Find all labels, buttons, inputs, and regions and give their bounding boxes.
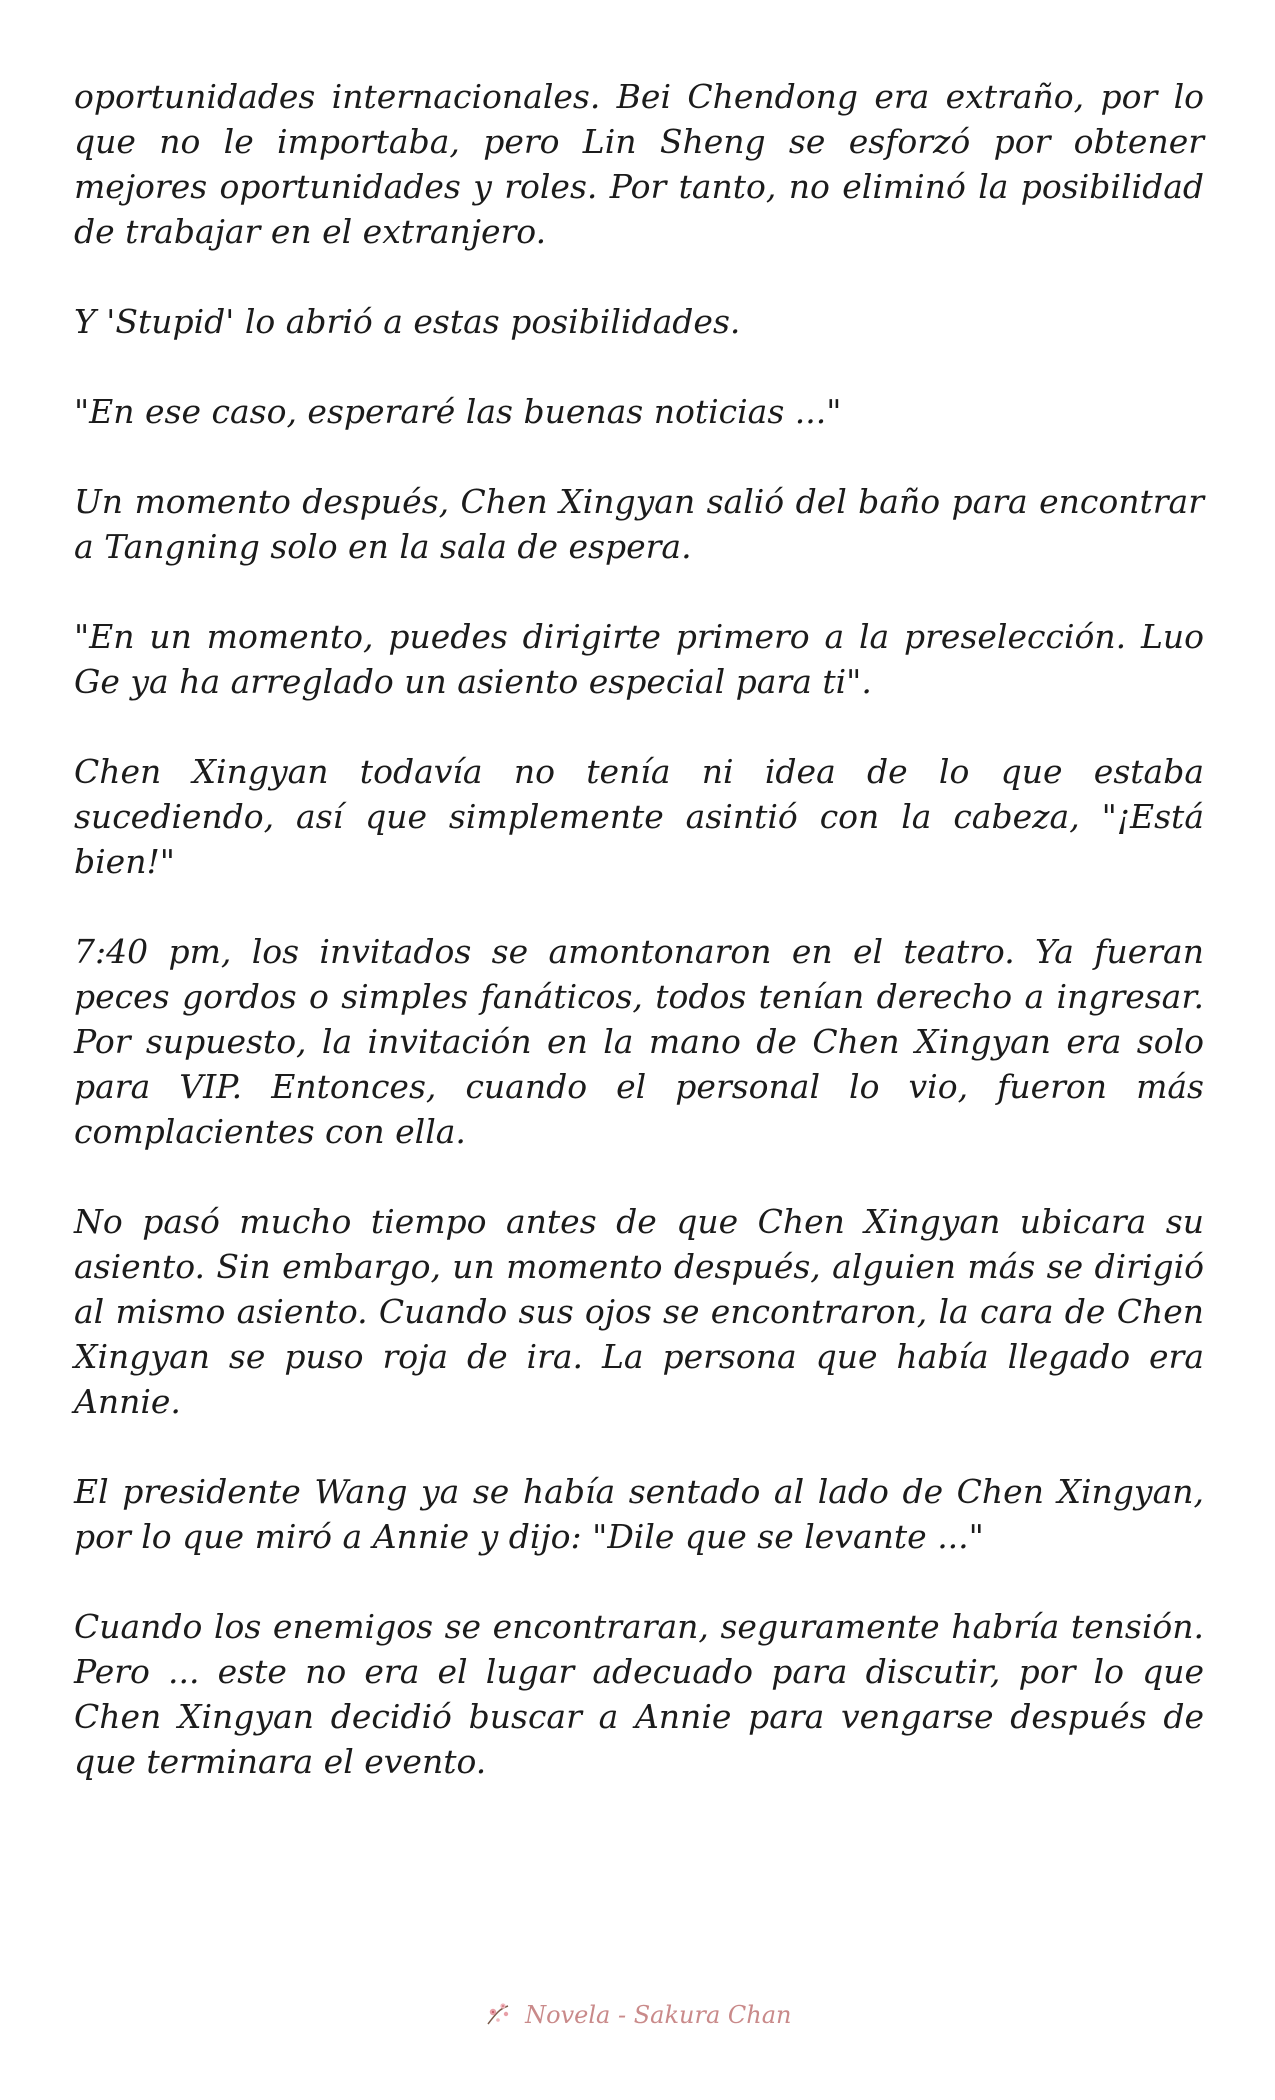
paragraph: "En un momento, puedes dirigirte primero a la preselección. Luo Ge ya ha arreglado un asiento especial para ti". <box>74 617 1204 701</box>
paragraph: Un momento después, Chen Xingyan salió del baño para encontrar a Tangning solo en la sala de espera. <box>74 482 1204 566</box>
paragraph: oportunidades internacionales. Bei Chendong era extraño, por lo que no le importaba, pero Lin Sheng se esforzó por obtener mejores oportunidades y roles. Por tanto, no eliminó la posibilidad de trabajar en el extranjero. <box>74 77 1204 251</box>
paragraph: No pasó mucho tiempo antes de que Chen Xingyan ubicara su asiento. Sin embargo, un momento después, alguien más se dirigió al mismo asiento. Cuando sus ojos se encontraron, la cara de Chen Xingyan se puso roja de ira. La persona que había llegado era Annie. <box>74 1202 1204 1421</box>
cherry-blossom-icon <box>484 2000 512 2028</box>
paragraph: 7:40 pm, los invitados se amontonaron en el teatro. Ya fueran peces gordos o simples fanáticos, todos tenían derecho a ingresar. Por supuesto, la invitación en la mano de Chen Xingyan era solo para VIP. Entonces, cuando el personal lo vio, fueron más complacientes con ella. <box>74 932 1204 1151</box>
paragraph: Chen Xingyan todavía no tenía ni idea de lo que estaba sucediendo, así que simplemente asintió con la cabeza, "¡Está bien!" <box>74 752 1204 881</box>
watermark-footer <box>0 2000 1275 2029</box>
document-body <box>74 74 1204 1829</box>
paragraph: "En ese caso, esperaré las buenas noticias ..." <box>74 392 842 431</box>
paragraph: Y 'Stupid' lo abrió a estas posibilidades. <box>74 302 741 341</box>
paragraph: El presidente Wang ya se había sentado al lado de Chen Xingyan, por lo que miró a Annie y dijo: "Dile que se levante ..." <box>74 1472 1204 1556</box>
paragraph: Cuando los enemigos se encontraran, seguramente habría tensión. Pero ... este no era el lugar adecuado para discutir, por lo que Chen Xingyan decidió buscar a Annie para vengarse después de que terminara el evento. <box>74 1607 1204 1781</box>
footer-text: Novela - Sakura Chan <box>525 2001 792 2029</box>
